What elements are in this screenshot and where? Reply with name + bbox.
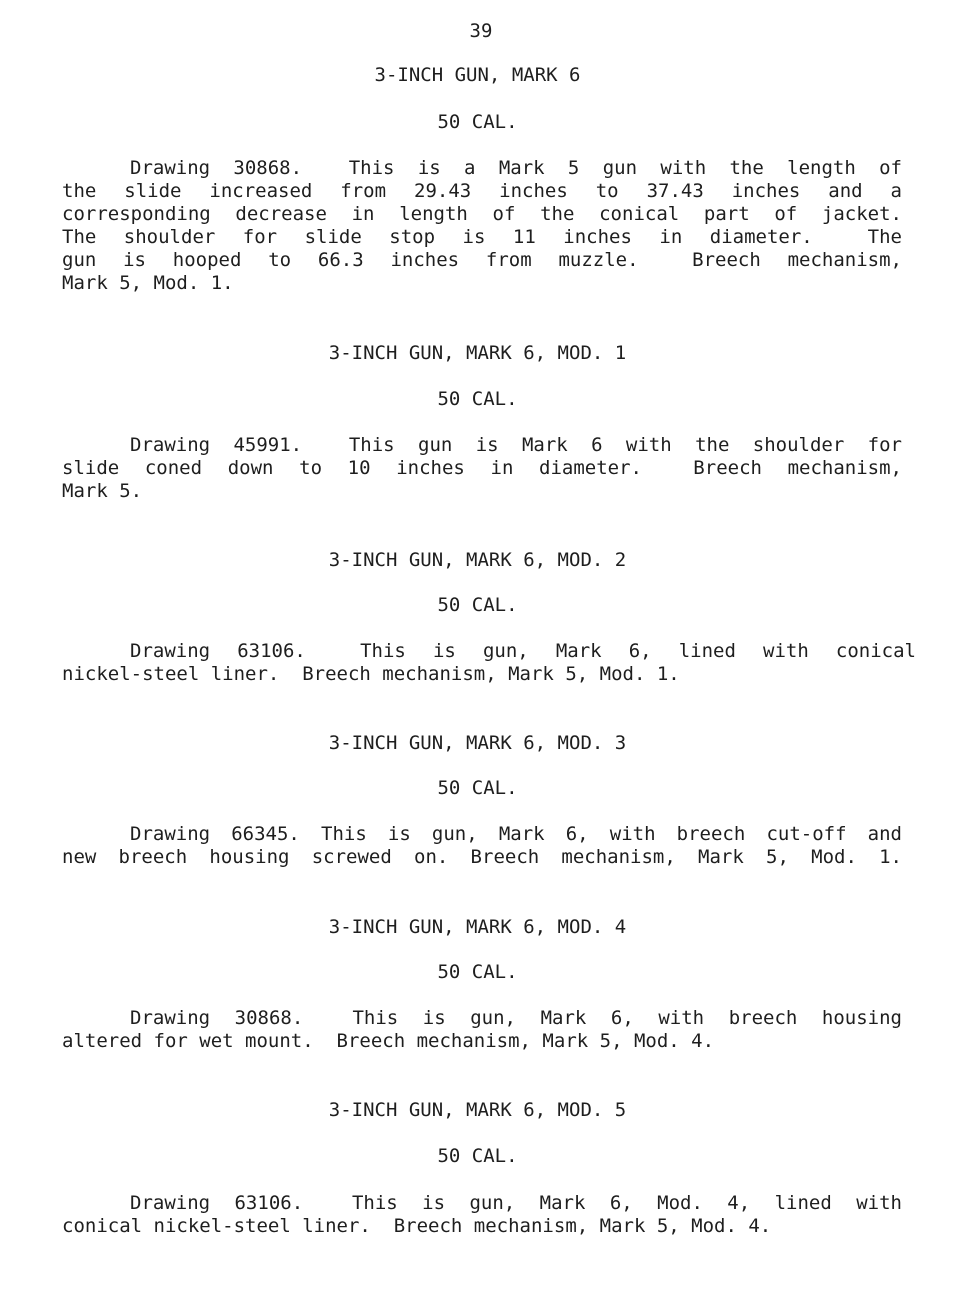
section-body-mod-2 (62, 640, 916, 686)
body-line: Drawing 45991. This gun is Mark 6 with the shoulder for (130, 434, 902, 456)
body-line: nickel-steel liner. Breech mechanism, Mark 5, Mod. 1. (62, 663, 680, 685)
section-body-mod-3 (62, 823, 902, 869)
section-title-mark-6: 3-INCH GUN, MARK 6 (374, 64, 581, 86)
section-title-mod-1: 3-INCH GUN, MARK 6, MOD. 1 (328, 342, 627, 364)
section-caliber-mod-2: 50 CAL. (437, 594, 518, 616)
body-line: Mark 5, Mod. 1. (62, 272, 234, 294)
section-caliber-mod-3: 50 CAL. (437, 777, 518, 799)
section-body-mod-4 (62, 1007, 902, 1053)
section-body-mod-5 (62, 1192, 902, 1238)
page-number: 39 (469, 20, 493, 42)
body-line: Drawing 30868. This is gun, Mark 6, with breech housing (130, 1007, 902, 1029)
section-title-mod-2: 3-INCH GUN, MARK 6, MOD. 2 (328, 549, 627, 571)
body-line: The shoulder for slide stop is 11 inches in diameter. The (62, 226, 902, 248)
body-line: the slide increased from 29.43 inches to 37.43 inches and a (62, 180, 902, 202)
section-body-mod-1 (62, 434, 902, 503)
body-line: slide coned down to 10 inches in diameter. Breech mechanism, (62, 457, 902, 479)
body-line: Mark 5. (62, 480, 143, 502)
body-line: altered for wet mount. Breech mechanism, Mark 5, Mod. 4. (62, 1030, 715, 1052)
body-line: conical nickel-steel liner. Breech mechanism, Mark 5, Mod. 4. (62, 1215, 772, 1237)
body-line: new breech housing screwed on. Breech mechanism, Mark 5, Mod. 1. (62, 846, 902, 868)
section-title-mod-5: 3-INCH GUN, MARK 6, MOD. 5 (328, 1099, 627, 1121)
body-line: gun is hooped to 66.3 inches from muzzle. Breech mechanism, (62, 249, 902, 271)
section-title-mod-3: 3-INCH GUN, MARK 6, MOD. 3 (328, 732, 627, 754)
section-title-mod-4: 3-INCH GUN, MARK 6, MOD. 4 (328, 916, 627, 938)
body-line: Drawing 66345. This is gun, Mark 6, with breech cut-off and (130, 823, 902, 845)
body-line: corresponding decrease in length of the conical part of jacket. (62, 203, 902, 225)
section-caliber-mod-4: 50 CAL. (437, 961, 518, 983)
body-line: Drawing 63106. This is gun, Mark 6, lined with conical (130, 640, 916, 662)
body-line: Drawing 63106. This is gun, Mark 6, Mod. 4, lined with (130, 1192, 902, 1214)
section-body-mark-6 (62, 157, 902, 295)
section-caliber-mark-6: 50 CAL. (437, 111, 518, 133)
section-caliber-mod-5: 50 CAL. (437, 1145, 518, 1167)
body-line: Drawing 30868. This is a Mark 5 gun with the length of (130, 157, 902, 179)
section-caliber-mod-1: 50 CAL. (437, 388, 518, 410)
